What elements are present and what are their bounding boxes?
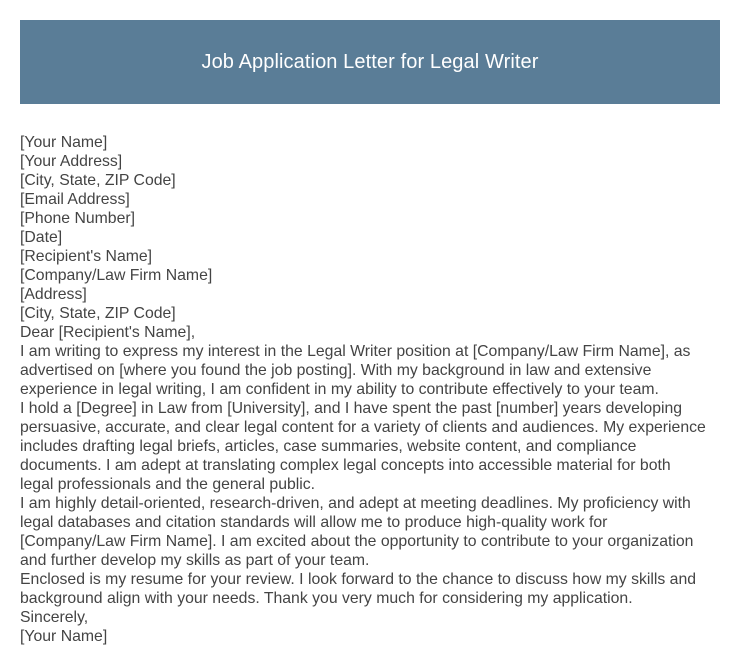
title-banner xyxy=(20,20,720,104)
paragraph-intro xyxy=(20,342,720,399)
paragraph-line: I am highly detail-oriented, research-driven, and adept at meeting deadlines. My proficiency with xyxy=(20,495,691,512)
sender-email: [Email Address] xyxy=(20,191,130,208)
paragraph-experience xyxy=(20,399,720,494)
paragraph-line: legal databases and citation standards will allow me to produce high-quality work for xyxy=(20,514,608,531)
page-title: Job Application Letter for Legal Writer xyxy=(201,50,539,73)
letter-body xyxy=(20,133,720,646)
recipient-block xyxy=(20,247,720,323)
sender-phone: [Phone Number] xyxy=(20,210,136,227)
paragraph-closing xyxy=(20,570,720,608)
sender-address: [Your Address] xyxy=(20,153,123,170)
recipient-city-state-zip: [City, State, ZIP Code] xyxy=(20,305,176,322)
recipient-company: [Company/Law Firm Name] xyxy=(20,267,213,284)
salutation: Dear [Recipient's Name], xyxy=(20,324,196,341)
recipient-name: [Recipient's Name] xyxy=(20,248,153,265)
closing: Sincerely, xyxy=(20,609,89,626)
recipient-address: [Address] xyxy=(20,286,87,303)
paragraph-line: Enclosed is my resume for your review. I look forward to the chance to discuss how my skills and xyxy=(20,571,697,588)
paragraph-skills xyxy=(20,494,720,570)
paragraph-line: persuasive, accurate, and clear legal content for a variety of clients and audiences. My experience xyxy=(20,419,706,436)
paragraph-line: advertised on [where you found the job posting]. With my background in law and extensive xyxy=(20,362,652,379)
signature-name: [Your Name] xyxy=(20,628,108,645)
paragraph-line: includes drafting legal briefs, articles, case summaries, website content, and compliance xyxy=(20,438,637,455)
paragraph-line: I am writing to express my interest in the Legal Writer position at [Company/Law Firm Name], as xyxy=(20,343,691,360)
paragraph-line: and further develop my skills as part of your team. xyxy=(20,552,370,569)
paragraph-line: [Company/Law Firm Name]. I am excited about the opportunity to contribute to your organization xyxy=(20,533,694,550)
sender-block xyxy=(20,133,720,247)
paragraph-line: legal professionals and the general public. xyxy=(20,476,316,493)
letter-date: [Date] xyxy=(20,229,63,246)
paragraph-line: experience in legal writing, I am confident in my ability to contribute effectively to your team. xyxy=(20,381,659,398)
paragraph-line: background align with your needs. Thank you very much for considering my application. xyxy=(20,590,633,607)
paragraph-line: I hold a [Degree] in Law from [University], and I have spent the past [number] years developing xyxy=(20,400,683,417)
paragraph-line: documents. I am adept at translating complex legal concepts into accessible material for both xyxy=(20,457,671,474)
sender-city-state-zip: [City, State, ZIP Code] xyxy=(20,172,176,189)
sender-name: [Your Name] xyxy=(20,134,108,151)
